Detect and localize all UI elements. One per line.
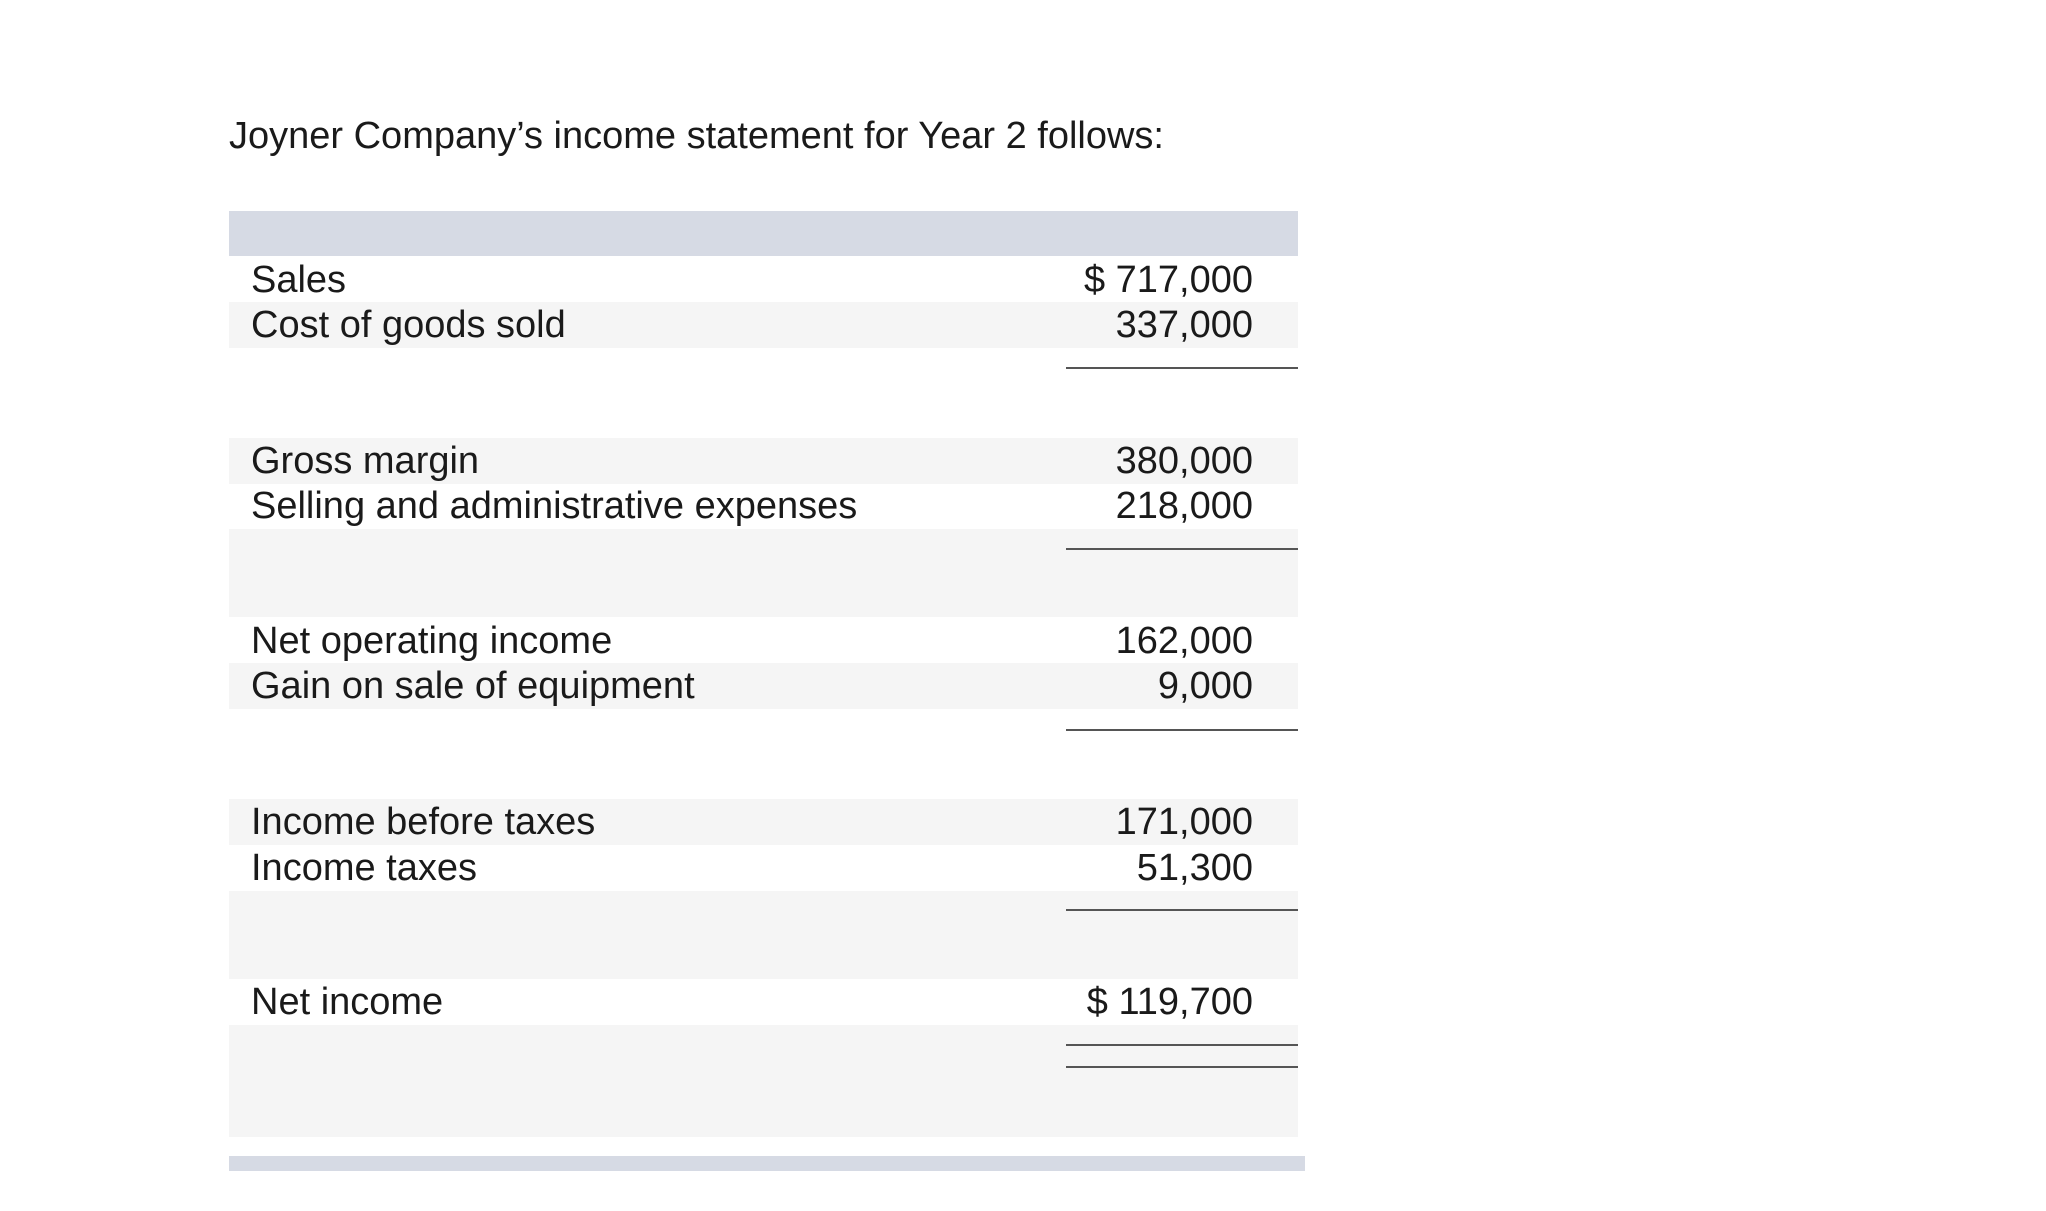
- row-shading: [229, 1025, 1298, 1137]
- row-amount: 9,000: [1157, 665, 1253, 707]
- row-label: Income taxes: [251, 847, 477, 889]
- table-row-selling-admin-expenses: [229, 483, 1298, 529]
- double-underline-top: [1066, 1044, 1298, 1046]
- row-amount: 337,000: [1115, 304, 1253, 346]
- subtotal-rule: [1066, 729, 1298, 731]
- subtotal-rule: [1066, 367, 1298, 369]
- table-row-cost-of-goods-sold: [229, 302, 1298, 348]
- row-shading: [229, 891, 1298, 979]
- row-label: Net operating income: [251, 620, 613, 662]
- row-label: Gain on sale of equipment: [251, 665, 695, 707]
- row-amount: $ 717,000: [1083, 259, 1253, 301]
- row-shading: [229, 529, 1298, 617]
- row-amount: 218,000: [1115, 485, 1253, 527]
- row-label: Sales: [251, 259, 347, 301]
- table-row-net-income: [229, 979, 1298, 1025]
- row-amount: $ 119,700: [1086, 981, 1253, 1023]
- table-row-gain-on-sale: [229, 663, 1298, 709]
- row-label: Selling and administrative expenses: [251, 485, 858, 527]
- subtotal-rule: [1066, 548, 1298, 550]
- table-row-net-operating-income: [229, 618, 1298, 664]
- double-underline-bottom: [1066, 1066, 1298, 1068]
- row-label: Income before taxes: [251, 801, 596, 843]
- table-row-income-taxes: [229, 845, 1298, 891]
- table-row-sales: [229, 257, 1298, 303]
- intro-text: Joyner Company’s income statement for Year 2 follows:: [229, 115, 1164, 157]
- row-amount: 162,000: [1115, 620, 1253, 662]
- row-label: Gross margin: [251, 440, 480, 482]
- row-amount: 380,000: [1115, 440, 1253, 482]
- row-amount: 51,300: [1136, 847, 1253, 889]
- subtotal-rule: [1066, 909, 1298, 911]
- row-label: Cost of goods sold: [251, 304, 566, 346]
- table-footer-band: [229, 1156, 1305, 1171]
- table-row-gross-margin: [229, 438, 1298, 484]
- table-header-band: [229, 211, 1298, 256]
- row-label: Net income: [251, 981, 444, 1023]
- row-amount: 171,000: [1115, 801, 1253, 843]
- table-row-income-before-taxes: [229, 799, 1298, 845]
